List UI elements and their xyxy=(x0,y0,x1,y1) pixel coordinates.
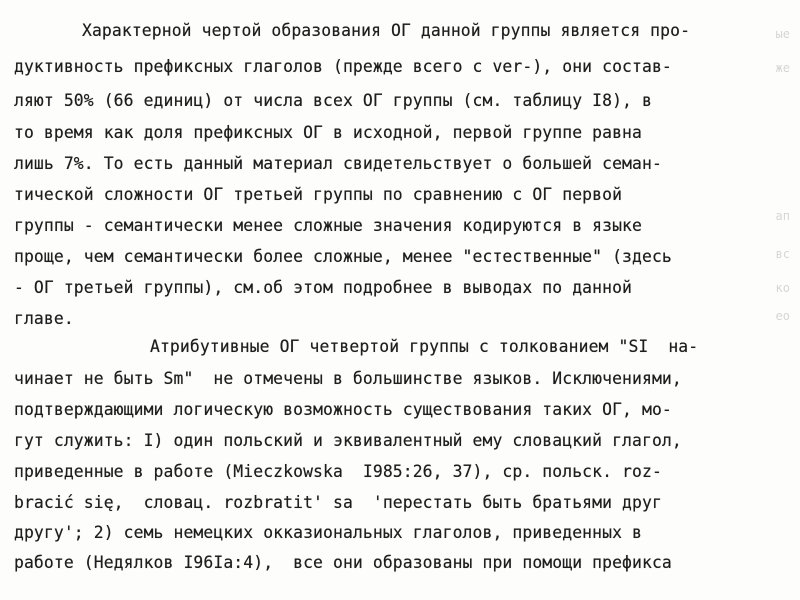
text-line: гут служить: I) один польский и эквивалентный ему словацкий глагол, xyxy=(14,431,682,450)
text-line: приведенные в работе (Mieczkowska I985:26, 37), ср. польск. roz- xyxy=(14,462,662,481)
text-line: лишь 7%. То есть данный материал свидетельствует о большей семан- xyxy=(14,154,662,173)
text-line: - ОГ третьей группы), см.об этом подробнее в выводах по данной xyxy=(14,278,633,297)
text-line: bracić się, словац. rozbratit' sa 'перестать быть братьями друг xyxy=(14,493,662,512)
bleed-through-text: ео xyxy=(775,309,790,323)
bleed-through-text: вс xyxy=(775,247,790,261)
bleed-through-text: ап xyxy=(775,209,790,223)
text-line: тической сложности ОГ третьей группы по сравнению с ОГ первой xyxy=(14,185,623,204)
text-line: группы - семантически менее сложные значения кодируются в языке xyxy=(14,216,642,235)
text-line: ляют 50% (66 единиц) от числа всех ОГ группы (см. таблицу I8), в xyxy=(14,91,652,110)
text-line: другу'; 2) семь немецких окказиональных глаголов, приведенных в xyxy=(14,523,642,542)
text-line: подтверждающими логическую возможность существования таких ОГ, мо- xyxy=(14,400,672,419)
text-line: работе (Недялков I96Ia:4), все они образованы при помощи префикса xyxy=(14,553,672,572)
bleed-through-text: ые xyxy=(775,27,790,41)
text-line: Характерной чертой образования ОГ данной группы является про- xyxy=(82,21,691,40)
text-line: дуктивность префиксных глаголов (прежде всего с ver-), они состав- xyxy=(14,57,672,76)
text-line: Атрибутивные ОГ четвертой группы с толкованием "SI на- xyxy=(150,337,699,356)
text-line: проще, чем семантически более сложные, менее "естественные" (здесь xyxy=(14,247,672,266)
bleed-through-text: ко xyxy=(775,281,790,295)
text-line: главе. xyxy=(14,309,74,328)
bleed-through-text: же xyxy=(775,61,790,75)
text-line: чинает не быть Sm" не отмечены в большинстве языков. Исключениями, xyxy=(14,369,682,388)
text-line: то время как доля префиксных ОГ в исходной, первой группе равна xyxy=(14,123,642,142)
